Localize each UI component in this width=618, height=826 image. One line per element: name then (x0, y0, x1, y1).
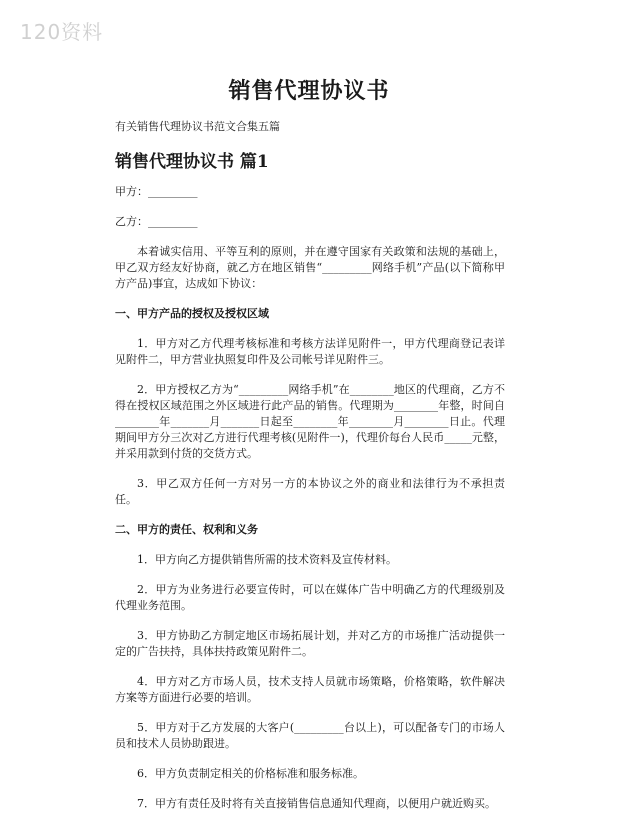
clause-2-3: 3．甲方协助乙方制定地区市场拓展计划，并对乙方的市场推广活动提供一定的广告扶持，具体扶持政策见附件二。 (115, 629, 505, 658)
intro-paragraph: 本着诚实信用、平等互利的原则，并在遵守国家有关政策和法规的基础上，甲乙双方经友好协商，就乙方在地区销售“_________网络手机”产品(以下简称甲方产品)事宜，达成如下协议： (115, 245, 505, 290)
section-heading-responsibilities: 二、甲方的责任、权利和义务 (115, 523, 258, 536)
watermark: 120资料 (20, 20, 104, 44)
clause-2-5: 5．甲方对于乙方发展的大客户(_________台以上)，可以配备专门的市场人员和技术人员协助跟进。 (115, 721, 505, 750)
clause-2-4: 4．甲方对乙方市场人员，技术支持人员就市场策略，价格策略，软件解决方案等方面进行必要的培训。 (115, 675, 505, 704)
clause-1-2: 2．甲方授权乙方为“_________网络手机”在________地区的代理商，乙方不得在授权区域范围之外区域进行此产品的销售。代理期为________年整，时间自________年_______月_______日起至________年________月________日止。代理期间甲方分三次对乙方进行代理考核(见附件一)，代理价每台人民币_____元整，并采用款到付货的交货方式。 (115, 383, 505, 460)
document-title: 销售代理协议书 (228, 79, 390, 104)
party-a-line: 甲方：_________ (115, 185, 198, 198)
document-body (115, 184, 505, 826)
clause-1-3: 3．甲乙双方任何一方对另一方的本协议之外的商业和法律行为不承担责任。 (115, 477, 505, 506)
section-heading-authorization: 一、甲方产品的授权及授权区域 (115, 307, 269, 320)
clause-2-6: 6．甲方负责制定相关的价格标准和服务标准。 (137, 767, 364, 780)
document-subtitle: 有关销售代理协议书范文合集五篇 (115, 120, 280, 133)
clause-2-2: 2．甲方为业务进行必要宣传时，可以在媒体广告中明确乙方的代理级别及代理业务范围。 (115, 583, 505, 612)
clause-2-7: 7．甲方有责任及时将有关直接销售信息通知代理商，以便用户就近购买。 (137, 797, 496, 810)
clause-2-1: 1．甲方向乙方提供销售所需的技术资料及宣传材料。 (137, 553, 397, 566)
part-title: 销售代理协议书 篇1 (115, 152, 269, 172)
party-b-line: 乙方：_________ (115, 215, 198, 228)
clause-1-1: 1．甲方对乙方代理考核标准和考核方法详见附件一，甲方代理商登记表详见附件二，甲方营业执照复印件及公司帐号详见附件三。 (115, 337, 505, 366)
